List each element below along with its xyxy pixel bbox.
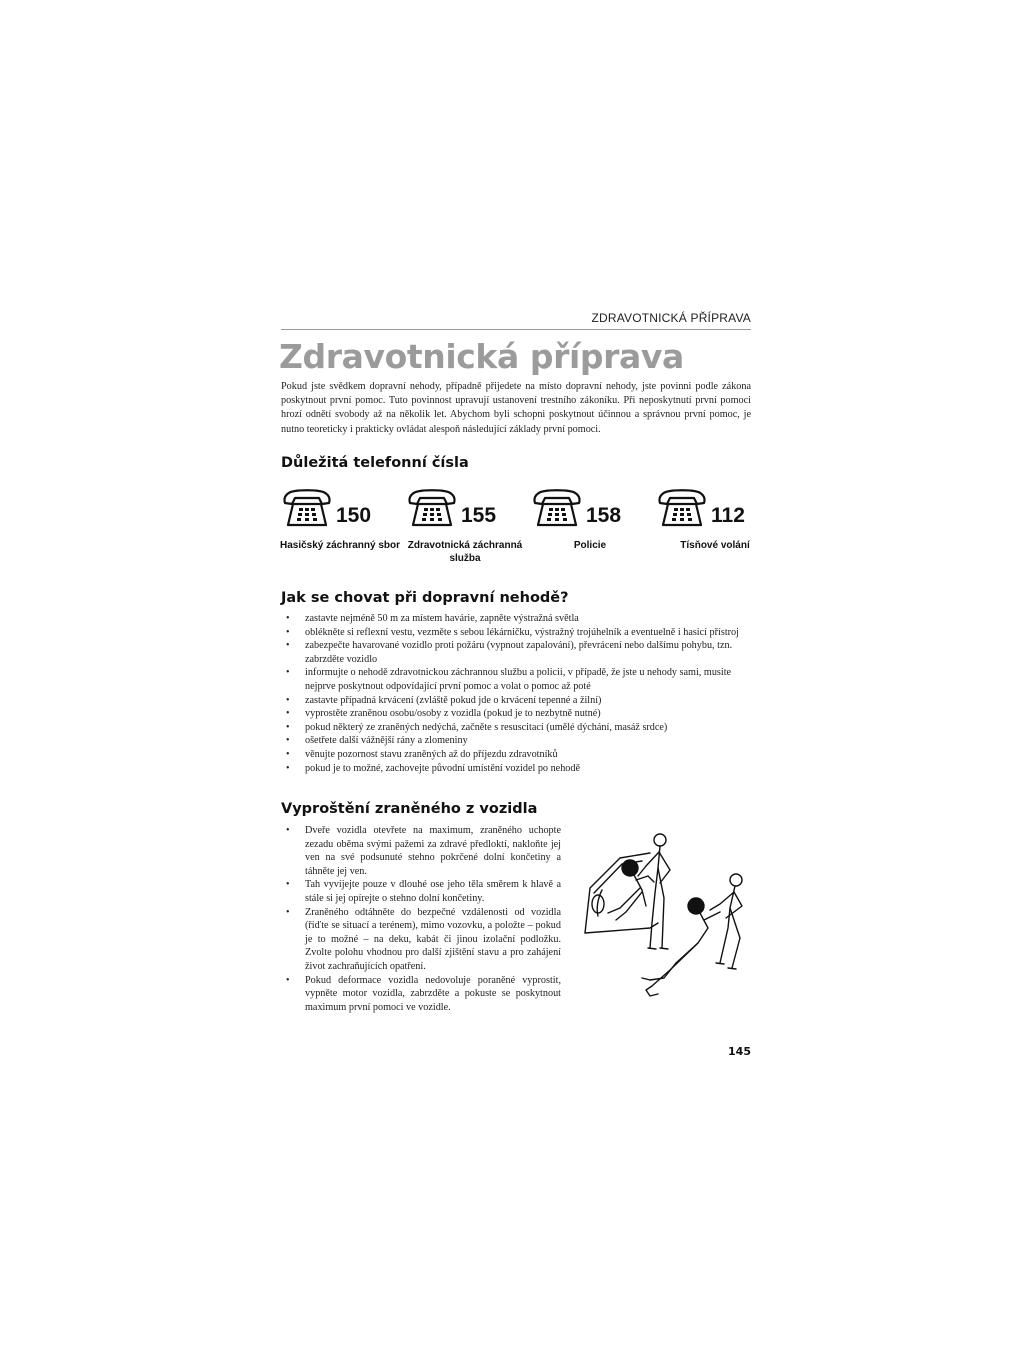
phone-label: Tísňové volání [680, 540, 750, 551]
page-title: Zdravotnická příprava [279, 337, 684, 376]
list-item: • Zraněného odtáhněte do bezpečné vzdálenosti od vozidla (řiďte se situací a terénem), mimo vozovku, a položte – pokud je to možné – na deku, kabát či jinou izolační podložku. Zvolte polohu vhodnou pro další zjištění stavu a pro zahájení život zachraňujících opatření. [281, 906, 561, 974]
list-item: • vyprostěte zraněnou osobu/osoby z vozidla (pokud je to nezbytně nutné) [281, 707, 751, 721]
list-item: • pokud je to možné, zachovejte původní umístění vozidel po nehodě [281, 762, 751, 776]
page-number: 145 [728, 1045, 751, 1058]
extraction-steps-list [281, 824, 561, 1014]
phone-card-150 [281, 487, 399, 567]
phone-label: Hasičský záchranný sbor [279, 540, 401, 551]
phone-card-158 [531, 487, 649, 567]
header-rule [281, 329, 751, 330]
phones-heading: Důležitá telefonní čísla [281, 455, 469, 471]
list-item: • informujte o nehodě zdravotnickou záchrannou službu a policii, v případě, že jste u nehody sami, musíte nejprve poskytnout odpovídající první pomoc a volat o pomoc až poté [281, 666, 751, 693]
phone-card-155 [406, 487, 524, 567]
list-item: • Dveře vozidla otevřete na maximum, zraněného uchopte zezadu oběma svými pažemi za zdravé předloktí, nakloňte jej ven na své podsunuté stehno pokrčené dolní končetiny a táhněte jej ven. [281, 824, 561, 878]
list-item: • věnujte pozornost stavu zraněných až do příjezdu zdravotníků [281, 748, 751, 762]
intro-paragraph: Pokud jste svědkem dopravní nehody, případně přijedete na místo dopravní nehody, jste povinni podle zákona poskytnout první pomoc. Tuto povinnost upravují ustanovení trestního zákoníku. Při neposkytnutí první pomoci hrozí odnětí svobody až na několik let. Abychom byli schopni poskytnout účinnou a správnou první pomoc, je nutno teoreticky i prakticky ovládat alespoň následující základy první pomoci. [281, 381, 751, 435]
accident-heading: Jak se chovat při dopravní nehodě? [281, 590, 569, 606]
phone-number: 155 [461, 504, 497, 527]
phone-numbers-row [281, 487, 751, 567]
list-item: • Pokud deformace vozidla nedovoluje poraněné vyprostit, vypněte motor vozidla, zabrzděte a pokuste se poskytnout maximum první pomoci ve vozidle. [281, 974, 561, 1015]
phone-number: 150 [336, 504, 372, 527]
telephone-icon [281, 487, 333, 529]
list-item: • ošetřete další vážnější rány a zlomeniny [281, 734, 751, 748]
list-item: • zastavte případná krvácení (zvláště pokud jde o krvácení tepenné a žilní) [281, 694, 751, 708]
phone-number: 158 [586, 504, 622, 527]
rescue-extraction-illustration [580, 828, 755, 1003]
telephone-icon [531, 487, 583, 529]
list-item: • pokud některý ze zraněných nedýchá, začněte s resuscitací (umělé dýchání, masáž srdce) [281, 721, 751, 735]
list-item: • Tah vyvíjejte pouze v dlouhé ose jeho těla směrem k hlavě a stále si jej opírejte o stehno dolní končetiny. [281, 878, 561, 905]
phone-label: Policie [573, 540, 607, 551]
phone-card-112 [656, 487, 774, 567]
telephone-icon [656, 487, 708, 529]
list-item: • oblékněte si reflexní vestu, vezměte s sebou lékárničku, výstražný trojúhelník a eventuelně i hasicí přístroj [281, 626, 751, 640]
running-header: ZDRAVOTNICKÁ PŘÍPRAVA [591, 311, 751, 325]
extraction-heading: Vyproštění zraněného z vozidla [281, 801, 538, 817]
phone-number: 112 [711, 504, 745, 527]
list-item: • zastavte nejméně 50 m za místem havárie, zapněte výstražná světla [281, 612, 751, 626]
telephone-icon [406, 487, 458, 529]
list-item: • zabezpečte havarované vozidlo proti požáru (vypnout zapalování), převrácení nebo dalšímu pohybu, tzn. zabrzděte vozidlo [281, 639, 751, 666]
accident-steps-list [281, 612, 751, 775]
phone-label: Zdravotnická záchranná služba [407, 540, 523, 564]
